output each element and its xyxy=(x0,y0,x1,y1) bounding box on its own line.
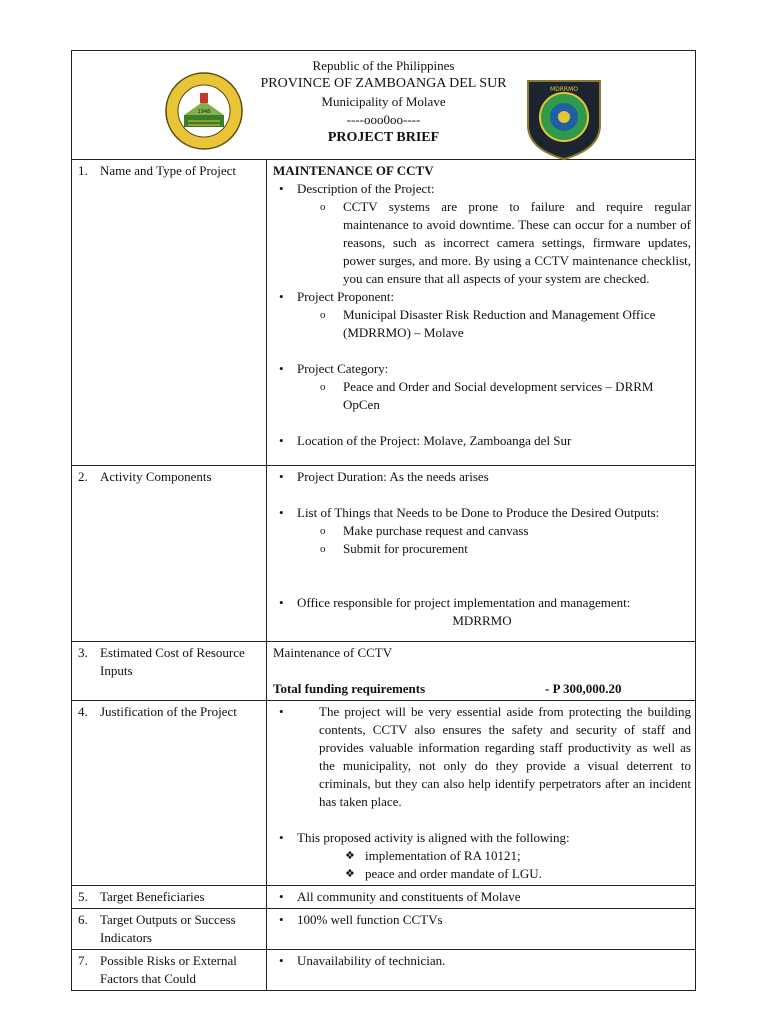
row-possible-risks xyxy=(72,950,696,991)
row2-content-cell xyxy=(267,466,696,642)
row-project-name xyxy=(72,160,696,466)
location-item: • Location of the Project: Molave, Zamboanga del Sur xyxy=(273,432,691,450)
row-target-beneficiaries xyxy=(72,886,696,909)
justification-text: The project will be very essential aside from protecting the building contents, CCTV also ensures the safety and security of staff and provides valuable information regarding staff productivity as well as the municipality, not only do they provide a visual deterrent to criminals, but they can also help identify perpetrators after an incident has taken place. xyxy=(319,704,691,809)
header-cell xyxy=(72,51,696,160)
row6-number: 6. xyxy=(78,912,88,927)
aligned-item-1: ❖ implementation of RA 10121; xyxy=(273,847,691,865)
row7-label: Possible Risks or External Factors that Could xyxy=(100,953,237,986)
row4-label: Justification of the Project xyxy=(100,704,237,719)
badge-title: MDRRMO xyxy=(549,86,579,93)
row4-content-cell xyxy=(267,701,696,886)
outputs-item: • 100% well function CCTVs xyxy=(273,911,691,929)
row5-label: Target Beneficiaries xyxy=(100,889,205,904)
row-activity-components xyxy=(72,466,696,642)
row2-label-cell xyxy=(72,466,267,642)
justification-para xyxy=(273,703,691,811)
header-republic: Republic of the Philippines xyxy=(312,58,455,73)
risks-item: • Unavailability of technician. xyxy=(273,952,691,970)
todo-item-2: o Submit for procurement xyxy=(273,540,691,558)
row7-number: 7. xyxy=(78,953,88,968)
row5-label-cell xyxy=(72,886,267,909)
row1-number: 1. xyxy=(78,163,88,178)
todo-item-1: o Make purchase request and canvass xyxy=(273,522,691,540)
row7-label-cell xyxy=(72,950,267,991)
row3-number: 3. xyxy=(78,645,88,660)
row1-label-cell xyxy=(72,160,267,466)
row7-content-cell xyxy=(267,950,696,991)
aligned-head: • This proposed activity is aligned with the following: xyxy=(273,829,691,847)
category-body: o Peace and Order and Social development services – DRRM OpCen xyxy=(273,378,691,414)
office-value: MDRRMO xyxy=(452,613,512,628)
row3-label: Estimated Cost of Resource Inputs xyxy=(100,645,245,678)
row4-label-cell xyxy=(72,701,267,886)
row2-number: 2. xyxy=(78,469,88,484)
header-province: PROVINCE OF ZAMBOANGA DEL SUR xyxy=(260,76,507,91)
row4-number: 4. xyxy=(78,704,88,719)
project-title: MAINTENANCE OF CCTV xyxy=(273,163,434,178)
row1-content-cell xyxy=(267,160,696,466)
row6-label: Target Outputs or Success Indicators xyxy=(100,912,236,945)
project-brief-table xyxy=(71,50,696,991)
category-head: • Project Category: xyxy=(273,360,691,378)
row5-number: 5. xyxy=(78,889,88,904)
row6-label-cell xyxy=(72,909,267,950)
todo-list-head: • List of Things that Needs to be Done to Produce the Desired Outputs: xyxy=(273,504,691,522)
header-separator: ----ooo0oo---- xyxy=(346,112,421,127)
description-head: • Description of the Project: xyxy=(273,180,691,198)
office-head: • Office responsible for project implementation and management: xyxy=(273,594,691,612)
aligned-item-2: ❖ peace and order mandate of LGU. xyxy=(273,865,691,883)
description-body: o CCTV systems are prone to failure and require regular maintenance to avoid downtime. These can occur for a number of reasons, such as incorrect camera settings, firmware updates, power surges, and more. By using a CCTV maintenance checklist, you can ensure that all aspects of your system are checked. xyxy=(273,198,691,288)
row5-content-cell xyxy=(267,886,696,909)
row3-label-cell xyxy=(72,642,267,701)
duration-item: • Project Duration: As the needs arises xyxy=(273,468,691,486)
proponent-head: • Project Proponent: xyxy=(273,288,691,306)
header-text xyxy=(72,57,695,147)
row1-label: Name and Type of Project xyxy=(100,163,237,178)
proponent-body: o Municipal Disaster Risk Reduction and Management Office (MDRRMO) – Molave xyxy=(273,306,691,342)
total-funding-label: Total funding requirements xyxy=(273,681,426,696)
row-justification xyxy=(72,701,696,886)
row6-content-cell xyxy=(267,909,696,950)
row-estimated-cost xyxy=(72,642,696,701)
seal-year: 1948 xyxy=(197,109,211,115)
row3-content-cell xyxy=(267,642,696,701)
total-funding-value: - P 300,000.20 xyxy=(545,681,622,696)
total-funding-line xyxy=(273,680,691,698)
header-doc-title: PROJECT BRIEF xyxy=(327,130,440,145)
cost-item: Maintenance of CCTV xyxy=(273,645,393,660)
header-municipality: Municipality of Molave xyxy=(321,94,446,109)
row2-label: Activity Components xyxy=(100,469,212,484)
project-brief-page xyxy=(71,50,695,991)
header-row xyxy=(72,51,696,160)
row-target-outputs xyxy=(72,909,696,950)
beneficiaries-item: • All community and constituents of Molave xyxy=(273,888,691,906)
